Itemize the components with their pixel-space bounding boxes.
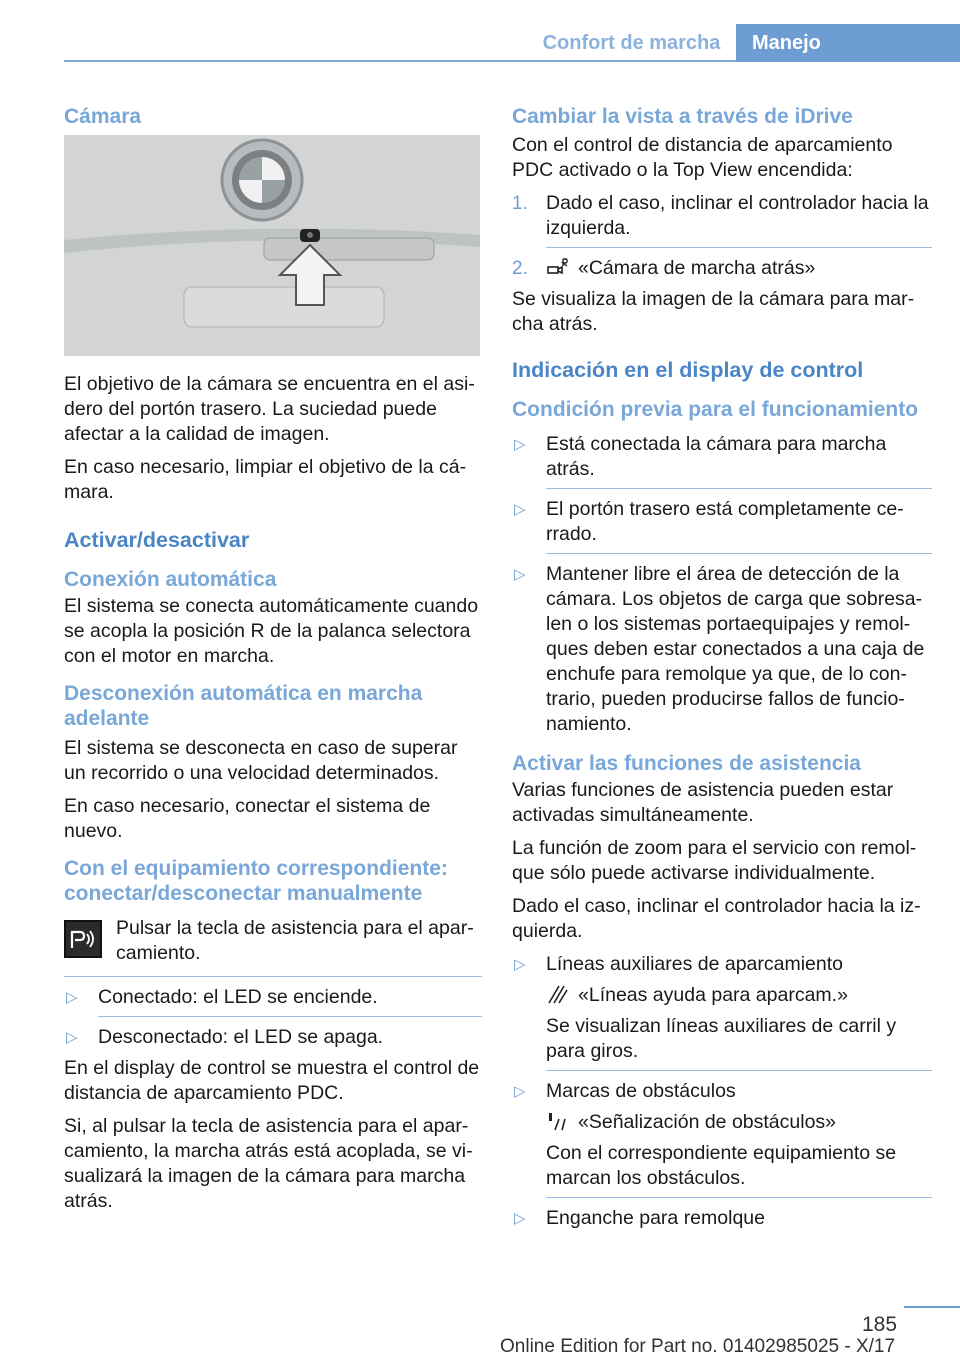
menu-line [546,1110,932,1135]
idrive-text: Con el control de distancia de aparcamiento PDC activado o la Top View encendida: [512,134,893,181]
list-item-text: El portón trasero está completamente ce-rrado. [546,498,904,545]
triangle-bullet-icon: ▷ [514,436,526,453]
triangle-bullet-icon: ▷ [514,501,526,518]
divider [546,247,932,248]
prereq-heading: Condición previa para el funcionamiento [512,398,919,421]
prereq-list [512,432,932,737]
divider [546,1197,932,1198]
manual-list [64,985,482,1050]
list-item-text: Está conectada la cámara para marcha atrás. [546,433,887,480]
menu-text: «Señalización de obstáculos» [578,1111,837,1133]
autooff-heading: Desconexión automática en marcha adelante [64,682,423,730]
auto-text: El sistema se conecta automáticamente cuando se acopla la posición R de la palanca selectora con el motor en marcha. [64,595,479,667]
triangle-bullet-icon: ▷ [514,1083,526,1100]
autooff-text-2: En caso necesario, conectar el sistema de nuevo. [64,795,431,842]
section-tab[interactable]: Confort de marcha [542,32,721,54]
triangle-bullet-icon: ▷ [514,1210,526,1227]
list-item [512,1079,932,1191]
triangle-bullet-icon: ▷ [66,989,78,1006]
list-item [512,562,932,737]
menu-text: «Líneas ayuda para aparcam.» [578,984,848,1006]
rear-camera-icon [546,257,568,277]
list-item [512,952,932,1064]
pdc-button-row [64,916,482,966]
list-item [512,497,932,547]
list-item-text: Mantener libre el área de detección de la cámara. Los objetos de carga que sobresa-len o los sistemas portaequipajes y remol-ques deben estar conectados a una caja de enchufe para remolque ya que, de lo con-trario, pueden producirse fallos de funcio-namiento. [546,563,925,735]
divider [98,1016,482,1017]
camera-text-2: En caso necesario, limpiar el objetivo de la cá-mara. [64,456,467,503]
camera-text-1: El objetivo de la cámara se encuentra en el asi-dero del portón trasero. La suciedad puede afectar a la calidad de imagen. [64,373,475,445]
triangle-bullet-icon: ▷ [66,1029,78,1046]
edition-note: Online Edition for Part no. 01402985025 - X/17 [500,1336,896,1357]
assist-text-2: La función de zoom para el servicio con remol-que sólo puede activarse individualmente. [512,837,917,884]
pdc-button-icon [64,920,102,958]
page-number: 185 [862,1313,898,1336]
manual-heading: Con el equipamiento correspondiente: conectar/desconectar manualmente [64,857,448,905]
idrive-result-text: Se visualiza la imagen de la cámara para mar-cha atrás. [512,288,915,335]
pdc-button-text: Pulsar la tecla de asistencia para el apar-camiento. [116,917,474,964]
camera-photo [64,135,480,356]
step-text: Dado el caso, inclinar el controlador hacia la izquierda. [546,192,929,239]
auto-heading: Conexión automática [64,568,277,591]
list-item [512,1206,932,1231]
divider [546,488,932,489]
chapter-tab[interactable]: Manejo [736,24,960,62]
idrive-heading: Cambiar la vista a través de iDrive [512,105,853,128]
manual-text-1: En el display de control se muestra el control de distancia de aparcamiento PDC. [64,1057,480,1104]
step-number: 2. [512,258,528,279]
right-column [512,100,932,1237]
triangle-bullet-icon: ▷ [514,956,526,973]
list-item [64,1025,482,1050]
assist-list [512,952,932,1231]
obstacle-marks-icon [546,1111,568,1131]
list-item-text: Desconectado: el LED se apaga. [98,1026,384,1048]
left-column [64,100,482,1222]
menu-line [546,983,932,1008]
footer-rule [904,1306,960,1308]
list-item-text: Marcas de obstáculos [546,1080,736,1102]
description-text: Con el correspondiente equipamiento se marcan los obstáculos. [546,1142,897,1189]
list-item-text: Líneas auxiliares de aparcamiento [546,953,844,975]
assist-text-3: Dado el caso, inclinar el controlador hacia la iz-quierda. [512,895,921,942]
divider [546,1070,932,1071]
list-item [64,985,482,1010]
activate-heading: Activar/desactivar [64,528,250,552]
divider [546,553,932,554]
description-text: Se visualizan líneas auxiliares de carril y para giros. [546,1015,897,1062]
autooff-text-1: El sistema se desconecta en caso de superar un recorrido o una velocidad determinados. [64,737,458,784]
manual-text-2: Si, al pulsar la tecla de asistencia para el apar-camiento, la marcha atrás está acoplada, se vi-sualizará la imagen de la cámara para marcha atrás. [64,1115,473,1212]
list-item-text: Conectado: el LED se enciende. [98,986,378,1008]
parking-lines-icon [546,984,568,1004]
camera-heading: Cámara [64,105,142,128]
display-heading: Indicación en el display de control [512,358,864,382]
step-item [512,191,932,241]
idrive-steps [512,191,932,281]
assist-text-1: Varias funciones de asistencia pueden estar activadas simultáneamente. [512,779,894,826]
tailgate-illustration [64,135,480,356]
divider [64,976,482,977]
step-text: «Cámara de marcha atrás» [578,257,816,279]
step-item [512,256,932,281]
step-number: 1. [512,193,528,214]
list-item [512,432,932,482]
list-item-text: Enganche para remolque [546,1207,765,1229]
assist-heading: Activar las funciones de asistencia [512,752,861,775]
triangle-bullet-icon: ▷ [514,566,526,583]
